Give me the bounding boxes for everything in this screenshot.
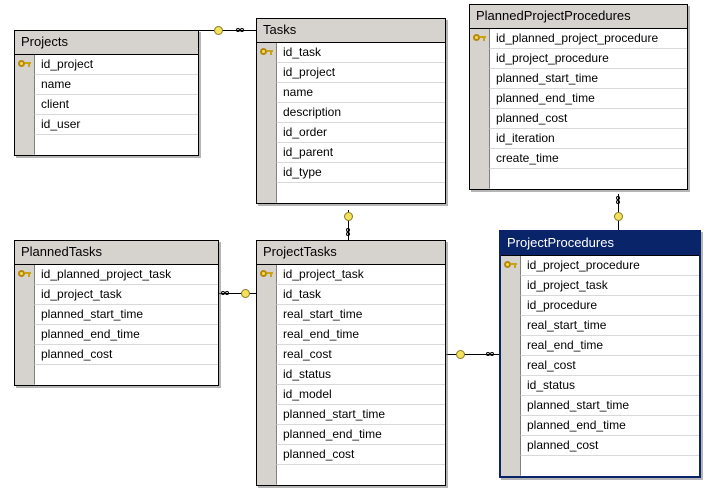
table-row[interactable] <box>501 276 699 296</box>
relationship-infinity-endpoint-projecttasks-projectprocedures <box>486 350 495 359</box>
table-projects[interactable] <box>14 30 199 156</box>
table-row[interactable] <box>15 345 218 365</box>
column-name: planned_end_time <box>35 325 218 345</box>
table-planned-project-procedures[interactable] <box>469 4 688 190</box>
table-title-tasks[interactable]: Tasks <box>257 19 445 43</box>
row-gutter[interactable] <box>15 115 35 135</box>
row-gutter[interactable] <box>470 169 490 189</box>
column-name-empty <box>490 169 687 189</box>
table-row[interactable] <box>257 63 445 83</box>
row-gutter[interactable] <box>257 103 277 123</box>
column-name: id_status <box>277 365 445 385</box>
row-gutter[interactable] <box>470 109 490 129</box>
table-row[interactable] <box>501 316 699 336</box>
column-name: planned_cost <box>521 436 699 456</box>
key-icon <box>470 29 489 48</box>
table-row[interactable] <box>257 345 445 365</box>
row-gutter[interactable] <box>257 385 277 405</box>
column-name: real_cost <box>521 356 699 376</box>
column-name: planned_start_time <box>35 305 218 325</box>
table-row[interactable] <box>470 109 687 129</box>
table-row[interactable] <box>257 405 445 425</box>
table-columns-planned-project-procedures <box>470 29 687 189</box>
table-columns-project-tasks <box>257 265 445 485</box>
column-name: planned_end_time <box>490 89 687 109</box>
row-gutter[interactable] <box>501 376 521 396</box>
column-name-empty <box>521 456 699 476</box>
row-gutter[interactable] <box>257 123 277 143</box>
row-gutter[interactable] <box>501 276 521 296</box>
table-row[interactable] <box>257 163 445 183</box>
row-gutter[interactable] <box>257 63 277 83</box>
column-name: real_end_time <box>521 336 699 356</box>
table-row[interactable] <box>470 49 687 69</box>
table-row[interactable] <box>15 55 198 75</box>
table-title-project-procedures[interactable]: ProjectProcedures <box>501 232 699 256</box>
table-row[interactable] <box>257 365 445 385</box>
table-columns-projects <box>15 55 198 155</box>
column-name: description <box>277 103 445 123</box>
table-row-empty[interactable] <box>470 169 687 189</box>
column-name: name <box>277 83 445 103</box>
row-gutter[interactable] <box>470 149 490 169</box>
table-title-planned-tasks[interactable]: PlannedTasks <box>15 241 218 265</box>
row-gutter[interactable] <box>257 285 277 305</box>
column-name: planned_cost <box>490 109 687 129</box>
row-gutter[interactable] <box>257 143 277 163</box>
column-name: real_end_time <box>277 325 445 345</box>
table-row[interactable] <box>257 425 445 445</box>
key-icon <box>257 43 276 62</box>
column-name: planned_end_time <box>521 416 699 436</box>
primary-key-gutter[interactable] <box>257 265 277 285</box>
key-icon <box>15 265 34 284</box>
row-gutter[interactable] <box>470 49 490 69</box>
table-row[interactable] <box>470 69 687 89</box>
column-name: id_project_procedure <box>490 49 687 69</box>
column-name: id_planned_project_procedure <box>490 29 687 49</box>
column-name: id_task <box>277 43 445 63</box>
table-row[interactable] <box>501 396 699 416</box>
row-gutter[interactable] <box>257 345 277 365</box>
table-row[interactable] <box>257 83 445 103</box>
table-row[interactable] <box>257 123 445 143</box>
table-row-empty[interactable] <box>257 465 445 485</box>
table-row[interactable] <box>257 43 445 63</box>
table-row-empty[interactable] <box>501 456 699 476</box>
column-name: id_project <box>277 63 445 83</box>
column-name: id_project <box>35 55 198 75</box>
table-row[interactable] <box>501 336 699 356</box>
table-row[interactable] <box>501 436 699 456</box>
column-name: name <box>35 75 198 95</box>
table-title-project-tasks[interactable]: ProjectTasks <box>257 241 445 265</box>
table-row[interactable] <box>15 75 198 95</box>
row-gutter[interactable] <box>257 465 277 485</box>
table-row[interactable] <box>257 305 445 325</box>
row-gutter[interactable] <box>257 425 277 445</box>
table-row[interactable] <box>501 416 699 436</box>
column-name: id_project_procedure <box>521 256 699 276</box>
table-row[interactable] <box>470 29 687 49</box>
table-row-empty[interactable] <box>15 135 198 155</box>
column-name: id_model <box>277 385 445 405</box>
column-name: real_cost <box>277 345 445 365</box>
row-gutter[interactable] <box>501 396 521 416</box>
column-name: planned_end_time <box>277 425 445 445</box>
column-name: planned_cost <box>35 345 218 365</box>
row-gutter[interactable] <box>257 83 277 103</box>
table-row[interactable] <box>257 325 445 345</box>
column-name: id_order <box>277 123 445 143</box>
table-row[interactable] <box>501 296 699 316</box>
column-name: planned_start_time <box>490 69 687 89</box>
table-row[interactable] <box>15 265 218 285</box>
table-row[interactable] <box>501 376 699 396</box>
relationship-key-endpoint-plannedprojectprocedures-projectprocedures <box>614 212 623 221</box>
row-gutter[interactable] <box>15 365 35 385</box>
table-row[interactable] <box>501 256 699 276</box>
primary-key-gutter[interactable] <box>15 265 35 285</box>
primary-key-gutter[interactable] <box>15 55 35 75</box>
row-gutter[interactable] <box>501 416 521 436</box>
column-name: create_time <box>490 149 687 169</box>
primary-key-gutter[interactable] <box>501 256 521 276</box>
table-columns-tasks <box>257 43 445 203</box>
table-row[interactable] <box>257 445 445 465</box>
row-gutter[interactable] <box>257 405 277 425</box>
row-gutter[interactable] <box>15 285 35 305</box>
table-planned-tasks[interactable] <box>14 240 219 386</box>
column-name: id_type <box>277 163 445 183</box>
table-row[interactable] <box>257 143 445 163</box>
row-gutter[interactable] <box>257 183 277 203</box>
table-row[interactable] <box>501 356 699 376</box>
row-gutter[interactable] <box>257 445 277 465</box>
row-gutter[interactable] <box>257 365 277 385</box>
table-row[interactable] <box>470 149 687 169</box>
table-row[interactable] <box>257 285 445 305</box>
table-row[interactable] <box>257 103 445 123</box>
key-icon <box>501 256 520 275</box>
table-row[interactable] <box>257 385 445 405</box>
table-row[interactable] <box>15 95 198 115</box>
table-row-empty[interactable] <box>15 365 218 385</box>
row-gutter[interactable] <box>257 305 277 325</box>
column-name: id_project_task <box>521 276 699 296</box>
table-row[interactable] <box>15 115 198 135</box>
relationship-key-endpoint-plannedtasks-projecttasks <box>241 289 250 298</box>
column-name: planned_start_time <box>521 396 699 416</box>
row-gutter[interactable] <box>501 296 521 316</box>
column-name-empty <box>35 365 218 385</box>
key-icon <box>15 55 34 74</box>
row-gutter[interactable] <box>501 336 521 356</box>
column-name: id_user <box>35 115 198 135</box>
relationship-infinity-endpoint-tasks-projecttasks <box>344 228 353 237</box>
column-name: id_planned_project_task <box>35 265 218 285</box>
column-name: client <box>35 95 198 115</box>
column-name: planned_cost <box>277 445 445 465</box>
relationship-key-endpoint-projects-tasks <box>214 26 223 35</box>
row-gutter[interactable] <box>501 436 521 456</box>
table-project-tasks[interactable] <box>256 240 446 486</box>
row-gutter[interactable] <box>15 95 35 115</box>
relationship-key-endpoint-tasks-projecttasks <box>344 212 353 221</box>
table-columns-planned-tasks <box>15 265 218 385</box>
row-gutter[interactable] <box>501 356 521 376</box>
relationship-key-endpoint-projecttasks-projectprocedures <box>456 350 465 359</box>
column-name: id_status <box>521 376 699 396</box>
table-row[interactable] <box>15 325 218 345</box>
row-gutter[interactable] <box>15 75 35 95</box>
relationship-infinity-endpoint-plannedtasks-projecttasks <box>221 289 230 298</box>
table-row[interactable] <box>470 129 687 149</box>
table-row[interactable] <box>15 305 218 325</box>
table-tasks[interactable] <box>256 18 446 204</box>
relationship-infinity-endpoint-plannedprojectprocedures-projectprocedures <box>614 196 623 205</box>
row-gutter[interactable] <box>470 89 490 109</box>
column-name-empty <box>277 465 445 485</box>
row-gutter[interactable] <box>470 69 490 89</box>
row-gutter[interactable] <box>257 325 277 345</box>
column-name: id_task <box>277 285 445 305</box>
column-name: id_project_task <box>35 285 218 305</box>
table-row[interactable] <box>257 265 445 285</box>
table-title-projects[interactable]: Projects <box>15 31 198 55</box>
table-row[interactable] <box>15 285 218 305</box>
column-name: real_start_time <box>277 305 445 325</box>
column-name: real_start_time <box>521 316 699 336</box>
primary-key-gutter[interactable] <box>257 43 277 63</box>
column-name: planned_start_time <box>277 405 445 425</box>
row-gutter[interactable] <box>257 163 277 183</box>
row-gutter[interactable] <box>470 129 490 149</box>
row-gutter[interactable] <box>501 316 521 336</box>
table-title-planned-project-procedures[interactable]: PlannedProjectProcedures <box>470 5 687 29</box>
column-name-empty <box>277 183 445 203</box>
table-project-procedures[interactable] <box>499 230 701 478</box>
column-name-empty <box>35 135 198 155</box>
column-name: id_parent <box>277 143 445 163</box>
primary-key-gutter[interactable] <box>470 29 490 49</box>
row-gutter[interactable] <box>501 456 521 476</box>
key-icon <box>257 265 276 284</box>
table-row[interactable] <box>470 89 687 109</box>
column-name: id_procedure <box>521 296 699 316</box>
row-gutter[interactable] <box>15 345 35 365</box>
relationship-line-projects-tasks <box>199 30 256 31</box>
row-gutter[interactable] <box>15 325 35 345</box>
row-gutter[interactable] <box>15 305 35 325</box>
table-row-empty[interactable] <box>257 183 445 203</box>
column-name: id_iteration <box>490 129 687 149</box>
row-gutter[interactable] <box>15 135 35 155</box>
column-name: id_project_task <box>277 265 445 285</box>
relationship-infinity-endpoint-projects-tasks <box>236 26 245 35</box>
table-columns-project-procedures <box>501 256 699 476</box>
